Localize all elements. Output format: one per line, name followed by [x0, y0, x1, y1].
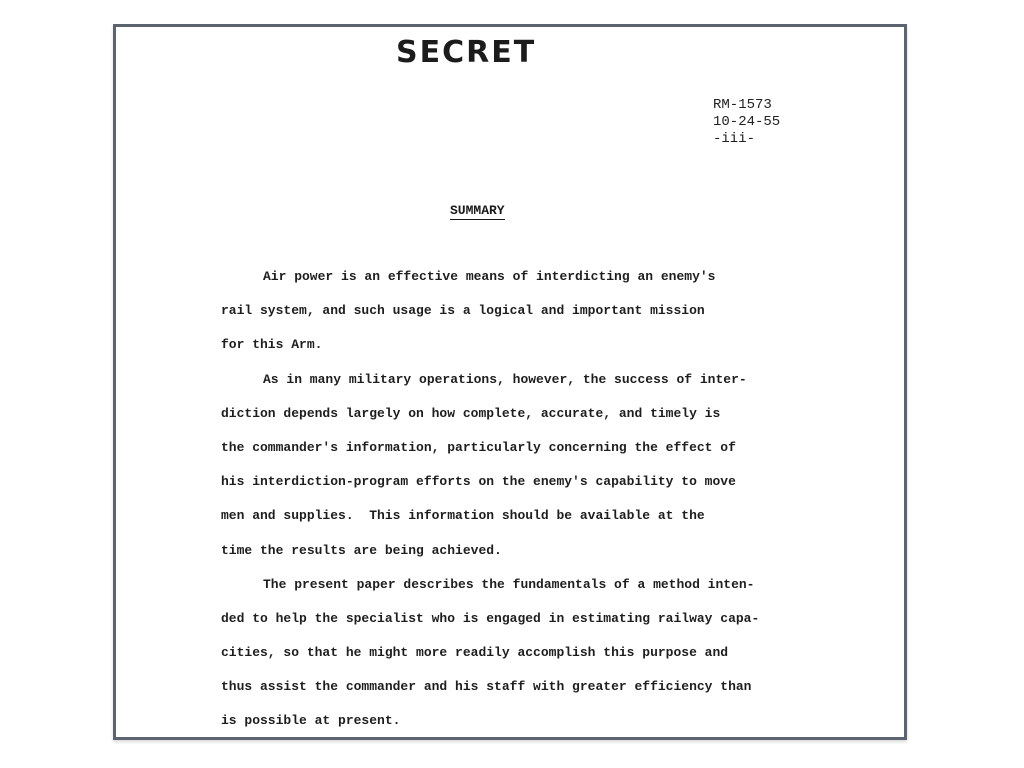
report-date: 10-24-55 — [713, 114, 781, 130]
text-line: time the results are being achieved. — [221, 542, 502, 558]
text-line: for this Arm. — [221, 337, 323, 353]
text-line: ded to help the specialist who is engaged in estimating railway capa- — [221, 610, 760, 626]
document-page — [113, 24, 907, 740]
page-number: -iii- — [713, 131, 756, 147]
document-reference — [713, 97, 780, 148]
text-line: thus assist the commander and his staff with greater efficiency than — [221, 679, 752, 695]
text-line: is possible at present. — [221, 713, 401, 729]
classification-stamp: SECRET — [396, 35, 537, 70]
report-number: RM-1573 — [713, 97, 772, 113]
text-line: men and supplies. This information should be available at the — [221, 508, 705, 524]
text-line: The present paper describes the fundamentals of a method inten- — [263, 576, 755, 592]
text-line: As in many military operations, however, the success of inter- — [263, 371, 747, 387]
text-line: diction depends largely on how complete, accurate, and timely is — [221, 405, 721, 421]
summary-heading: SUMMARY — [450, 203, 505, 218]
text-line: the commander's information, particularly concerning the effect of — [221, 439, 736, 455]
text-line: his interdiction-program efforts on the enemy's capability to move — [221, 474, 736, 490]
text-line: cities, so that he might more readily accomplish this purpose and — [221, 645, 729, 661]
text-line: rail system, and such usage is a logical and important mission — [221, 303, 705, 319]
summary-body — [221, 260, 821, 739]
text-line: Air power is an effective means of interdicting an enemy's — [263, 269, 716, 284]
